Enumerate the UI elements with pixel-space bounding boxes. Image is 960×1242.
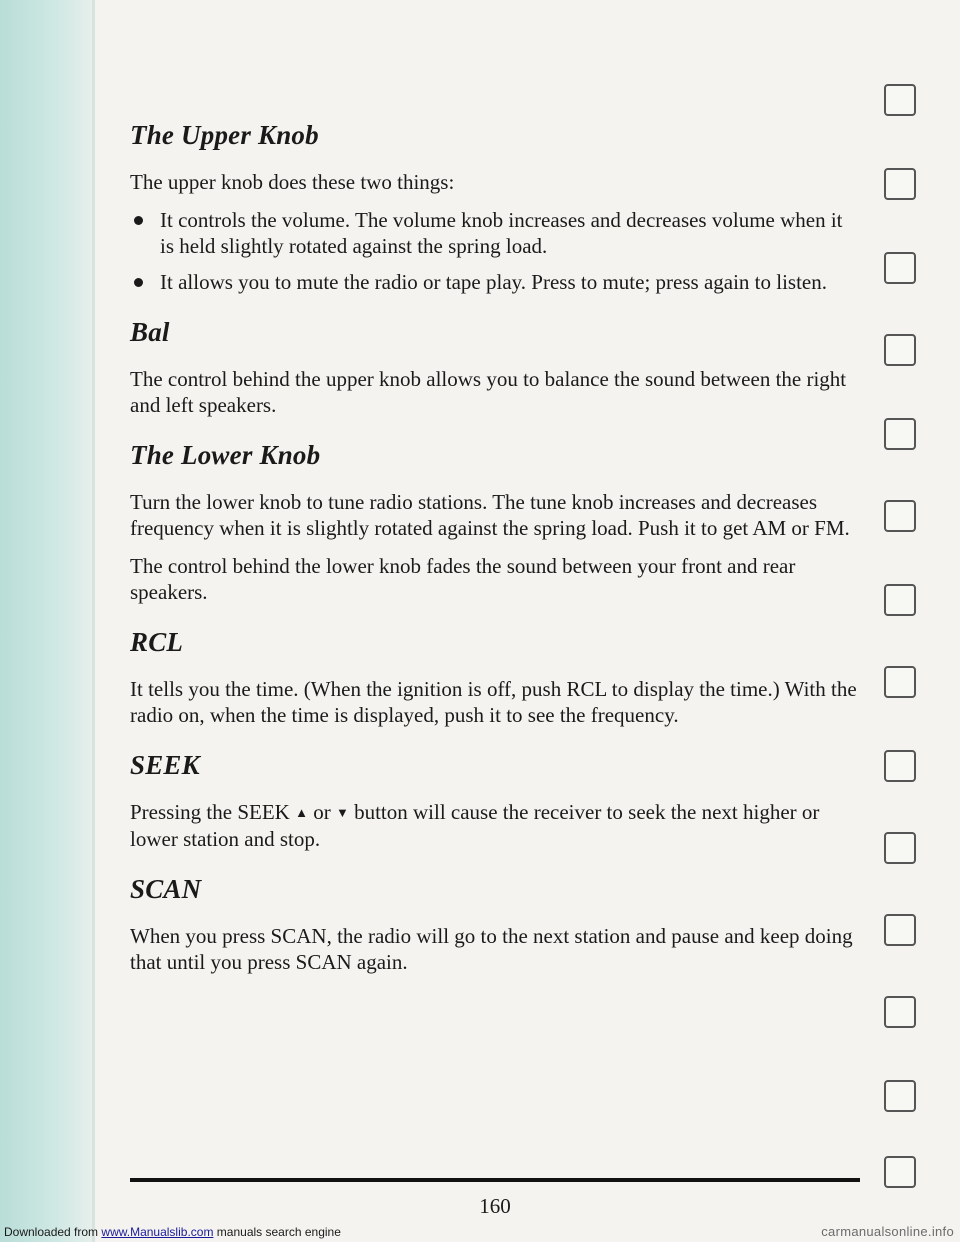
section-lower-knob: [130, 440, 860, 605]
section-tab-marker: [884, 252, 916, 284]
section-tab-marker: [884, 418, 916, 450]
bal-text: The control behind the upper knob allows you to balance the sound between the right and left speakers.: [130, 367, 847, 417]
section-scan: [130, 874, 860, 975]
section-seek: [130, 750, 860, 852]
bullet-dot-icon: [134, 216, 143, 225]
section-bal: [130, 317, 860, 418]
section-tab-marker: [884, 584, 916, 616]
seek-or-word: or: [313, 800, 331, 824]
left-margin-edge: [92, 0, 95, 1242]
watermark: carmanualsonline.info: [821, 1224, 954, 1239]
heading-bal: Bal: [130, 317, 170, 347]
section-tab-marker: [884, 1156, 916, 1188]
rcl-text: It tells you the time. (When the ignition is off, push RCL to display the time.) With the radio on, when the time is displayed, push it to see the frequency.: [130, 677, 857, 727]
scan-text: When you press SCAN, the radio will go to the next station and pause and keep doing that until you press SCAN again.: [130, 924, 853, 974]
seek-text-before: Pressing the SEEK: [130, 800, 290, 824]
section-tab-marker: [884, 1080, 916, 1112]
list-item: [130, 269, 860, 295]
list-item-text: It allows you to mute the radio or tape play. Press to mute; press again to listen.: [160, 270, 828, 294]
heading-lower-knob: The Lower Knob: [130, 440, 321, 470]
list-item: [130, 207, 860, 259]
heading-scan: SCAN: [130, 874, 202, 904]
section-tab-marker: [884, 500, 916, 532]
section-rcl: [130, 627, 860, 728]
section-tab-marker: [884, 334, 916, 366]
heading-seek: SEEK: [130, 750, 200, 780]
section-tab-marker: [884, 750, 916, 782]
footer-suffix: manuals search engine: [216, 1225, 341, 1239]
page-number: 160: [479, 1194, 511, 1218]
manualslib-link[interactable]: www.Manualslib.com: [101, 1225, 214, 1239]
left-margin-strip: [0, 0, 92, 1242]
section-tab-marker: [884, 996, 916, 1028]
bullet-dot-icon: [134, 278, 143, 287]
download-footer: [0, 1222, 960, 1242]
section-tab-marker: [884, 84, 916, 116]
footer-prefix: Downloaded from: [4, 1225, 99, 1239]
seek-text: [130, 799, 860, 852]
heading-rcl: RCL: [130, 627, 184, 657]
section-upper-knob: [130, 120, 860, 295]
footer-source: [4, 1225, 341, 1239]
lower-knob-text-1: Turn the lower knob to tune radio stations. The tune knob increases and decreases frequency when it is slightly rotated against the spring load. Push it to get AM or FM.: [130, 490, 850, 540]
up-triangle-icon: ▲: [295, 805, 308, 820]
section-tab-marker: [884, 832, 916, 864]
footer-rule: [130, 1178, 860, 1182]
lower-knob-text-2: The control behind the lower knob fades the sound between your front and rear speakers.: [130, 554, 796, 604]
list-item-text: It controls the volume. The volume knob increases and decreases volume when it is held slightly rotated against the spring load.: [160, 208, 843, 258]
upper-knob-intro: The upper knob does these two things:: [130, 170, 455, 194]
heading-upper-knob: The Upper Knob: [130, 120, 319, 150]
seek-text-after: button will cause the receiver to seek the next higher or lower station and stop.: [130, 800, 820, 851]
section-tabs: [884, 0, 960, 1242]
down-triangle-icon: ▼: [335, 805, 349, 820]
section-tab-marker: [884, 666, 916, 698]
page-content: [130, 120, 860, 997]
section-tab-marker: [884, 168, 916, 200]
section-tab-marker: [884, 914, 916, 946]
upper-knob-list: [130, 207, 860, 295]
